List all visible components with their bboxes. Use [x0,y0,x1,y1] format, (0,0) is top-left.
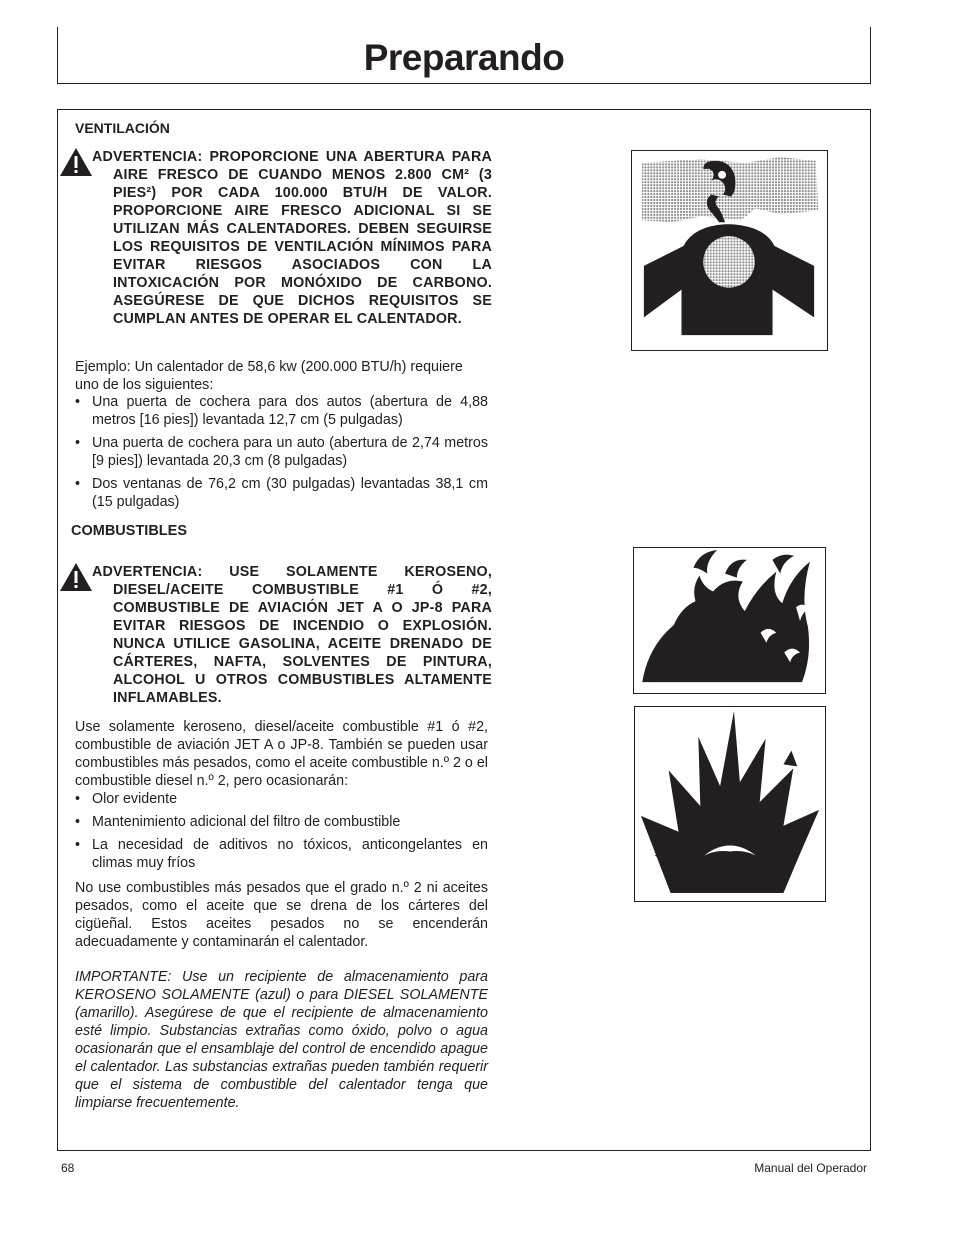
list-item: • Olor evidente [75,790,488,808]
explosion-pictogram [634,706,826,902]
list-item: • Dos ventanas de 76,2 cm (30 pulgadas) levantadas 38,1 cm (15 pulgadas) [75,475,488,511]
list-item: • Mantenimiento adicional del filtro de combustible [75,813,488,831]
fuels-warning: ADVERTENCIA: USE SOLAMENTE KEROSENO, DIESEL/ACEITE COMBUSTIBLE #1 Ó #2, COMBUSTIBLE DE AVIACIÓN JET A O JP-8 PARA EVITAR RIESGOS DE INCENDIO O EXPLOSIÓN. NUNCA UTILICE GASOLINA, ACEITE DRENADO DE CÁRTERES, NAFTA, SOLVENTES DE PINTURA, ALCOHOL U OTROS COMBUSTIBLES ALTAMENTE INFLAMABLES. [92,564,492,706]
manual-name: Manual del Operador [754,1161,867,1175]
list-item: • Una puerta de cochera para un auto (abertura de 2,74 metros [9 pies]) levantada 20,3 cm (8 pulgadas) [75,434,488,470]
ventilation-list [75,393,488,516]
important-note: IMPORTANTE: Use un recipiente de almacenamiento para KEROSENO SOLAMENTE (azul) o para DIESEL SOLAMENTE (amarillo). Asegúrese de que el recipiente de almacenamiento esté limpio. Substancias extrañas como óxido, polvo o agua ocasionarán que el ensamblaje del control de encendido apague el calentador. Las substancias extrañas pueden también requerir que el sistema de combustible del calentador tenga que limpiarse frecuentemente. [75,969,488,1111]
flame-pictogram-icon [634,548,825,693]
warning-triangle-icon [59,562,93,592]
toxic-gas-pictogram [631,150,828,351]
flame-pictogram [633,547,826,694]
explosion-pictogram-icon [635,707,825,901]
warning-triangle-icon [59,147,93,177]
ventilation-example: Ejemplo: Un calentador de 58,6 kw (200.000 BTU/h) requiere uno de los siguientes: [75,359,463,393]
title-box [57,27,871,84]
list-item: • La necesidad de aditivos no tóxicos, anticongelantes en climas muy fríos [75,836,488,872]
page-title: Preparando [363,37,565,78]
ventilation-heading: VENTILACIÓN [75,120,170,136]
list-item: • Una puerta de cochera para dos autos (abertura de 4,88 metros [16 pies]) levantada 12,7 cm (5 pulgadas) [75,393,488,429]
ventilation-warning: ADVERTENCIA: PROPORCIONE UNA ABERTURA PARA AIRE FRESCO DE CUANDO MENOS 2.800 CM² (3 PIES²) POR CADA 100.000 BTU/H DE VALOR. PROPORCIONE AIRE FRESCO ADICIONAL SI SE UTILIZAN MÁS CALENTADORES. DEBEN SEGUIRSE LOS REQUISITOS DE VENTILACIÓN MÍNIMOS PARA EVITAR RIESGOS ASOCIADOS CON LA INTOXICACIÓN POR MONÓXIDO DE CARBONO. ASEGÚRESE DE QUE DICHOS REQUISITOS SE CUMPLAN ANTES DE OPERAR EL CALENTADOR. [92,149,492,327]
fuels-paragraph-2: No use combustibles más pesados que el grado n.º 2 ni aceites pesados, como el aceite que se drena de los cárteres del cigüeñal. Estos aceites pesados no se encenderán adecuadamente y contaminarán el calentador. [75,880,488,950]
fuels-heading: COMBUSTIBLES [71,523,187,539]
fuels-paragraph-1: Use solamente keroseno, diesel/aceite combustible #1 ó #2, combustible de aviación JET A o JP-8. También se pueden usar combustibles más pesados, como el aceite combustible n.º 2 o el combustible diesel n.º 2, pero ocasionarán: [75,719,488,789]
page-number: 68 [61,1161,75,1175]
fuels-list [75,790,488,877]
toxic-gas-pictogram-icon [632,151,827,350]
